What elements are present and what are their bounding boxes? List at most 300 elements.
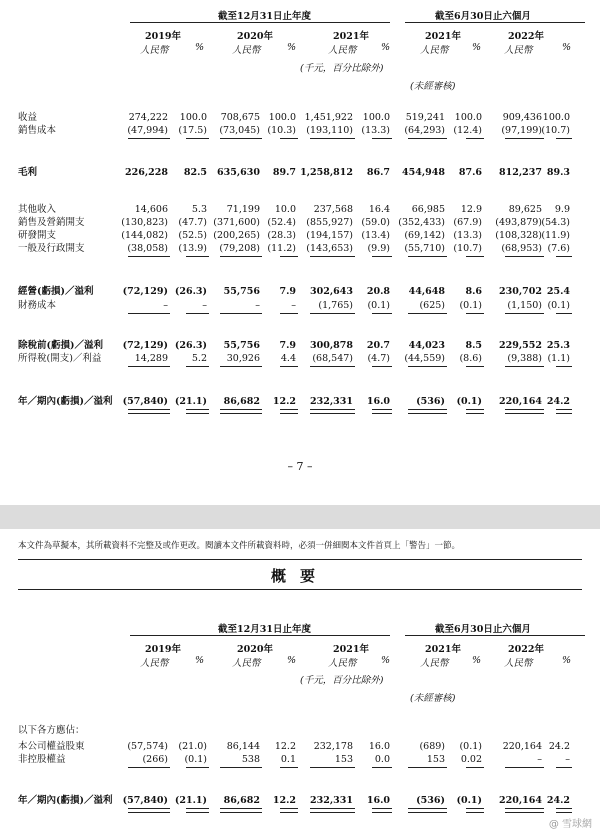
subtotal-rule xyxy=(408,138,447,139)
amount-cell: (47,994) xyxy=(127,125,168,136)
amount-cell: 1,258,812 xyxy=(300,167,353,178)
percent-label: % xyxy=(381,655,391,666)
amount-cell: (68,953) xyxy=(501,243,542,254)
percent-cell: (0.1) xyxy=(459,300,482,311)
currency-label: 人民幣 xyxy=(504,45,533,56)
percent-cell: (67.9) xyxy=(453,217,482,228)
subtotal-rule xyxy=(408,313,447,314)
year-2021-h1: 2021年 xyxy=(425,31,461,42)
amount-cell: 55,756 xyxy=(223,340,260,351)
amount-cell: (38,058) xyxy=(127,243,168,254)
percent-cell: (7.6) xyxy=(547,243,570,254)
row-label: 年／期內(虧損)／溢利 xyxy=(18,795,113,806)
percent-cell: 25.3 xyxy=(546,340,570,351)
percent-cell: (28.3) xyxy=(267,230,296,241)
subtotal-rule xyxy=(186,138,209,139)
percent-cell: 100.0 xyxy=(268,112,296,123)
total-double-rule xyxy=(408,808,447,813)
unaudited-note: (未經審核) xyxy=(410,693,456,704)
amount-cell: (9,388) xyxy=(507,353,542,364)
period-header-interim: 截至6月30日止六個月 xyxy=(435,11,531,22)
amount-cell: (72,129) xyxy=(122,340,168,351)
amount-cell: 909,436 xyxy=(502,112,542,123)
row-label: 其他收入 xyxy=(18,204,57,215)
amount-cell: 229,552 xyxy=(499,340,542,351)
unit-note: (千元，百分比除外) xyxy=(300,675,384,686)
table-row xyxy=(0,229,600,242)
percent-label: % xyxy=(562,42,572,53)
amount-cell: 454,948 xyxy=(402,167,445,178)
amount-cell: – xyxy=(255,300,260,311)
percent-cell: 16.0 xyxy=(366,795,390,806)
amount-cell: 14,606 xyxy=(134,204,168,215)
total-double-rule xyxy=(408,409,447,414)
year-2019: 2019年 xyxy=(145,644,181,655)
percent-cell: (26.3) xyxy=(174,286,207,297)
subtotal-rule xyxy=(220,256,262,257)
total-double-rule xyxy=(220,409,262,414)
subtotal-rule xyxy=(280,366,298,367)
subtotal-rule xyxy=(556,138,572,139)
percent-cell: (8.6) xyxy=(459,353,482,364)
amount-cell: (266) xyxy=(142,754,168,765)
section-title: 概要 xyxy=(270,567,329,585)
subtotal-rule xyxy=(128,313,170,314)
percent-cell: (0.1) xyxy=(456,795,482,806)
percent-cell: – xyxy=(565,754,570,765)
amount-cell: (352,433) xyxy=(398,217,445,228)
currency-label: 人民幣 xyxy=(328,658,357,669)
year-2021: 2021年 xyxy=(333,644,369,655)
amount-cell: 55,756 xyxy=(223,286,260,297)
amount-cell: (194,157) xyxy=(306,230,353,241)
subtotal-rule xyxy=(280,138,298,139)
table-row xyxy=(0,216,600,229)
percent-cell: (0.1) xyxy=(456,396,482,407)
row-label: 年／期內(虧損)／溢利 xyxy=(18,396,113,407)
percent-cell: (9.9) xyxy=(367,243,390,254)
row-label: 收益 xyxy=(18,112,38,123)
amount-cell: 635,630 xyxy=(217,167,260,178)
percent-cell: 16.0 xyxy=(366,396,390,407)
percent-label: % xyxy=(472,42,482,53)
page-number: – 7 – xyxy=(287,460,313,473)
amount-cell: 232,331 xyxy=(310,396,353,407)
total-double-rule xyxy=(466,409,484,414)
period-header-annual: 截至12月31日止年度 xyxy=(218,624,311,635)
amount-cell: (108,328) xyxy=(495,230,542,241)
percent-cell: 7.9 xyxy=(279,340,296,351)
subtotal-rule xyxy=(505,138,544,139)
total-double-rule xyxy=(128,409,170,414)
amount-cell: (855,927) xyxy=(306,217,353,228)
year-2021: 2021年 xyxy=(333,31,369,42)
amount-cell: 86,144 xyxy=(226,741,260,752)
amount-cell: (64,293) xyxy=(404,125,445,136)
subtotal-rule xyxy=(372,366,392,367)
amount-cell: (689) xyxy=(419,741,445,752)
percent-cell: (13.9) xyxy=(178,243,207,254)
amount-cell: 44,648 xyxy=(408,286,445,297)
total-double-rule xyxy=(505,409,544,414)
row-label: 經營(虧損)／溢利 xyxy=(18,286,94,297)
subtotal-rule xyxy=(280,767,298,768)
table-row xyxy=(0,395,600,408)
subtotal-rule xyxy=(310,366,355,367)
subtotal-rule xyxy=(280,256,298,257)
percent-cell: 16.4 xyxy=(368,204,390,215)
subtotal-rule xyxy=(372,256,392,257)
percent-cell: (13.4) xyxy=(361,230,390,241)
amount-cell: 232,331 xyxy=(310,795,353,806)
amount-cell: 812,237 xyxy=(499,167,542,178)
amount-cell: (57,574) xyxy=(127,741,168,752)
subtotal-rule xyxy=(128,366,170,367)
amount-cell: (200,265) xyxy=(213,230,260,241)
table-row xyxy=(0,124,600,137)
percent-cell: 16.0 xyxy=(368,741,390,752)
row-label: 銷售及營銷開支 xyxy=(18,217,85,228)
percent-cell: (26.3) xyxy=(174,340,207,351)
amount-cell: (57,840) xyxy=(122,396,168,407)
percent-cell: 8.6 xyxy=(465,286,482,297)
percent-cell: (10.7) xyxy=(541,125,570,136)
row-label: 除稅前(虧損)／溢利 xyxy=(18,340,103,351)
subtotal-rule xyxy=(466,138,484,139)
percent-cell: (4.7) xyxy=(367,353,390,364)
amount-cell: 30,926 xyxy=(226,353,260,364)
percent-cell: (0.1) xyxy=(459,741,482,752)
amount-cell: (130,823) xyxy=(121,217,168,228)
subtotal-rule xyxy=(466,767,484,768)
percent-cell: 100.0 xyxy=(179,112,207,123)
subtotal-rule xyxy=(220,138,262,139)
subtotal-rule xyxy=(220,767,262,768)
amount-cell: (68,547) xyxy=(312,353,353,364)
amount-cell: (493,879) xyxy=(495,217,542,228)
table-row xyxy=(0,111,600,124)
amount-cell: 220,164 xyxy=(499,396,542,407)
total-double-rule xyxy=(310,808,355,813)
total-double-rule xyxy=(186,808,209,813)
percent-label: % xyxy=(287,42,297,53)
subtotal-rule xyxy=(408,366,447,367)
amount-cell: 153 xyxy=(426,754,445,765)
subtotal-rule xyxy=(372,313,392,314)
amount-cell: 220,164 xyxy=(502,741,542,752)
amount-cell: 708,675 xyxy=(220,112,260,123)
percent-cell: 0.1 xyxy=(280,754,296,765)
percent-cell: 0.02 xyxy=(460,754,482,765)
subtotal-rule xyxy=(505,366,544,367)
title-rule-bottom xyxy=(18,589,582,590)
subtotal-rule xyxy=(186,366,209,367)
percent-cell: (47.7) xyxy=(178,217,207,228)
amount-cell: (1,150) xyxy=(507,300,542,311)
percent-label: % xyxy=(562,655,572,666)
amount-cell: (1,765) xyxy=(318,300,353,311)
amount-cell: (44,559) xyxy=(404,353,445,364)
amount-cell: (536) xyxy=(416,795,445,806)
draft-notice: 本文件為草擬本，其所載資料不完整及或作更改。閱讀本文件所載資料時，必須一併細閱本文件首頁上「警告」一節。 xyxy=(18,541,461,551)
amount-cell: 232,178 xyxy=(313,741,353,752)
subtotal-rule xyxy=(220,313,262,314)
amount-cell: 71,199 xyxy=(226,204,260,215)
subtotal-rule xyxy=(310,256,355,257)
percent-cell: 12.9 xyxy=(460,204,482,215)
amount-cell: – xyxy=(163,300,168,311)
amount-cell: 1,451,922 xyxy=(304,112,353,123)
percent-cell: (13.3) xyxy=(361,125,390,136)
percent-label: % xyxy=(472,655,482,666)
table-row xyxy=(0,285,600,298)
subtotal-rule xyxy=(505,256,544,257)
percent-label: % xyxy=(195,42,205,53)
amount-cell: 14,289 xyxy=(134,353,168,364)
subtotal-rule xyxy=(556,366,572,367)
subtotal-rule xyxy=(280,313,298,314)
subtotal-rule xyxy=(372,767,392,768)
attribution-heading: 以下各方應佔： xyxy=(18,725,85,736)
percent-cell: 87.6 xyxy=(458,167,482,178)
currency-label: 人民幣 xyxy=(232,658,261,669)
period-header-annual: 截至12月31日止年度 xyxy=(218,11,311,22)
amount-cell: (97,199) xyxy=(501,125,542,136)
page-separator xyxy=(0,505,600,529)
percent-cell: (11.2) xyxy=(267,243,296,254)
percent-cell: 86.7 xyxy=(366,167,390,178)
currency-label: 人民幣 xyxy=(328,45,357,56)
year-2022-h1: 2022年 xyxy=(508,31,544,42)
amount-cell: (72,129) xyxy=(122,286,168,297)
percent-cell: 82.5 xyxy=(183,167,207,178)
total-double-rule xyxy=(280,409,298,414)
row-label: 所得稅(開支)／利益 xyxy=(18,353,102,364)
year-2020: 2020年 xyxy=(237,644,273,655)
subtotal-rule xyxy=(466,256,484,257)
currency-label: 人民幣 xyxy=(420,658,449,669)
header-rule xyxy=(130,22,390,23)
percent-cell: 8.5 xyxy=(465,340,482,351)
percent-cell: (21.1) xyxy=(174,795,207,806)
subtotal-rule xyxy=(128,138,170,139)
year-2020: 2020年 xyxy=(237,31,273,42)
table-row xyxy=(0,203,600,216)
percent-cell: (0.1) xyxy=(547,300,570,311)
unaudited-note: (未經審核) xyxy=(410,81,456,92)
amount-cell: (144,082) xyxy=(121,230,168,241)
amount-cell: 86,682 xyxy=(223,396,260,407)
percent-cell: 100.0 xyxy=(542,112,570,123)
percent-cell: 12.2 xyxy=(274,741,296,752)
amount-cell: 230,702 xyxy=(499,286,542,297)
amount-cell: (79,208) xyxy=(219,243,260,254)
subtotal-rule xyxy=(408,767,447,768)
subtotal-rule xyxy=(310,767,355,768)
percent-cell: 12.2 xyxy=(272,396,296,407)
percent-cell: (10.7) xyxy=(453,243,482,254)
percent-cell: (0.1) xyxy=(367,300,390,311)
table-row xyxy=(0,299,600,312)
total-double-rule xyxy=(372,808,392,813)
title-rule-top xyxy=(18,559,582,560)
subtotal-rule xyxy=(556,767,572,768)
subtotal-rule xyxy=(372,138,392,139)
currency-label: 人民幣 xyxy=(232,45,261,56)
table-row xyxy=(0,794,600,807)
subtotal-rule xyxy=(556,313,572,314)
percent-cell: 5.2 xyxy=(191,353,207,364)
currency-label: 人民幣 xyxy=(140,45,169,56)
year-2022-h1: 2022年 xyxy=(508,644,544,655)
table-row xyxy=(0,242,600,255)
percent-cell: 24.2 xyxy=(548,741,570,752)
subtotal-rule xyxy=(466,313,484,314)
subtotal-rule xyxy=(310,313,355,314)
percent-cell: 0.0 xyxy=(374,754,390,765)
total-double-rule xyxy=(128,808,170,813)
amount-cell: (625) xyxy=(419,300,445,311)
currency-label: 人民幣 xyxy=(140,658,169,669)
percent-label: % xyxy=(287,655,297,666)
subtotal-rule xyxy=(310,138,355,139)
amount-cell: (536) xyxy=(416,396,445,407)
total-double-rule xyxy=(372,409,392,414)
table-row xyxy=(0,352,600,365)
subtotal-rule xyxy=(186,256,209,257)
percent-cell: 5.3 xyxy=(191,204,207,215)
row-label: 本公司權益股東 xyxy=(18,741,85,752)
year-2019: 2019年 xyxy=(145,31,181,42)
percent-cell: 24.2 xyxy=(546,795,570,806)
total-double-rule xyxy=(505,808,544,813)
amount-cell: 300,878 xyxy=(310,340,353,351)
header-rule xyxy=(405,22,585,23)
subtotal-rule xyxy=(505,313,544,314)
amount-cell: 86,682 xyxy=(223,795,260,806)
subtotal-rule xyxy=(505,767,544,768)
amount-cell: 519,241 xyxy=(405,112,445,123)
percent-cell: 7.9 xyxy=(279,286,296,297)
amount-cell: 538 xyxy=(241,754,260,765)
percent-cell: 89.7 xyxy=(272,167,296,178)
percent-cell: 25.4 xyxy=(546,286,570,297)
percent-cell: 89.3 xyxy=(546,167,570,178)
total-double-rule xyxy=(280,808,298,813)
row-label: 銷售成本 xyxy=(18,125,57,136)
percent-cell: 20.7 xyxy=(366,340,390,351)
amount-cell: 220,164 xyxy=(499,795,542,806)
percent-cell: 10.0 xyxy=(274,204,296,215)
total-double-rule xyxy=(186,409,209,414)
watermark: @ 雪球網 xyxy=(548,819,592,830)
subtotal-rule xyxy=(466,366,484,367)
total-double-rule xyxy=(220,808,262,813)
subtotal-rule xyxy=(186,313,209,314)
year-2021-h1: 2021年 xyxy=(425,644,461,655)
amount-cell: (143,653) xyxy=(306,243,353,254)
amount-cell: (73,045) xyxy=(219,125,260,136)
row-label: 非控股權益 xyxy=(18,754,66,765)
currency-label: 人民幣 xyxy=(420,45,449,56)
period-header-interim: 截至6月30日止六個月 xyxy=(435,624,531,635)
row-label: 毛利 xyxy=(18,167,38,178)
subtotal-rule xyxy=(128,256,170,257)
amount-cell: 44,023 xyxy=(408,340,445,351)
amount-cell: (371,600) xyxy=(213,217,260,228)
percent-cell: 12.2 xyxy=(272,795,296,806)
percent-cell: (54.3) xyxy=(541,217,570,228)
percent-cell: 100.0 xyxy=(454,112,482,123)
percent-cell: (11.9) xyxy=(541,230,570,241)
percent-cell: (12.4) xyxy=(453,125,482,136)
percent-cell: (52.5) xyxy=(178,230,207,241)
header-rule xyxy=(130,635,390,636)
amount-cell: – xyxy=(537,754,542,765)
percent-cell: 24.2 xyxy=(546,396,570,407)
table-row xyxy=(0,740,600,753)
row-label: 研發開支 xyxy=(18,230,57,241)
percent-label: % xyxy=(195,655,205,666)
percent-cell: (21.1) xyxy=(174,396,207,407)
amount-cell: 153 xyxy=(334,754,353,765)
percent-cell: (17.5) xyxy=(178,125,207,136)
amount-cell: (193,110) xyxy=(306,125,353,136)
percent-cell: (13.3) xyxy=(453,230,482,241)
amount-cell: (55,710) xyxy=(404,243,445,254)
subtotal-rule xyxy=(556,256,572,257)
percent-cell: 4.4 xyxy=(280,353,296,364)
total-double-rule xyxy=(556,409,572,414)
percent-cell: (21.0) xyxy=(178,741,207,752)
amount-cell: 302,643 xyxy=(310,286,353,297)
amount-cell: 237,568 xyxy=(313,204,353,215)
total-double-rule xyxy=(466,808,484,813)
percent-label: % xyxy=(381,42,391,53)
percent-cell: – xyxy=(291,300,296,311)
percent-cell: 100.0 xyxy=(362,112,390,123)
amount-cell: 66,985 xyxy=(411,204,445,215)
percent-cell: (59.0) xyxy=(361,217,390,228)
percent-cell: (10.3) xyxy=(267,125,296,136)
total-double-rule xyxy=(310,409,355,414)
unit-note: (千元，百分比除外) xyxy=(300,63,384,74)
percent-cell: (52.4) xyxy=(267,217,296,228)
table-row xyxy=(0,753,600,766)
percent-cell: (1.1) xyxy=(547,353,570,364)
summary-page xyxy=(0,529,600,834)
table-row xyxy=(0,166,600,179)
subtotal-rule xyxy=(186,767,209,768)
percent-cell: 20.8 xyxy=(366,286,390,297)
percent-cell: 9.9 xyxy=(554,204,570,215)
amount-cell: 89,625 xyxy=(508,204,542,215)
row-label: 一般及行政開支 xyxy=(18,243,85,254)
amount-cell: 226,228 xyxy=(125,167,168,178)
percent-cell: (0.1) xyxy=(184,754,207,765)
total-double-rule xyxy=(556,808,572,813)
header-rule xyxy=(405,635,585,636)
table-row xyxy=(0,339,600,352)
subtotal-rule xyxy=(128,767,170,768)
row-label: 財務成本 xyxy=(18,300,57,311)
amount-cell: 274,222 xyxy=(128,112,168,123)
amount-cell: (57,840) xyxy=(122,795,168,806)
amount-cell: (69,142) xyxy=(404,230,445,241)
currency-label: 人民幣 xyxy=(504,658,533,669)
subtotal-rule xyxy=(408,256,447,257)
percent-cell: – xyxy=(202,300,207,311)
